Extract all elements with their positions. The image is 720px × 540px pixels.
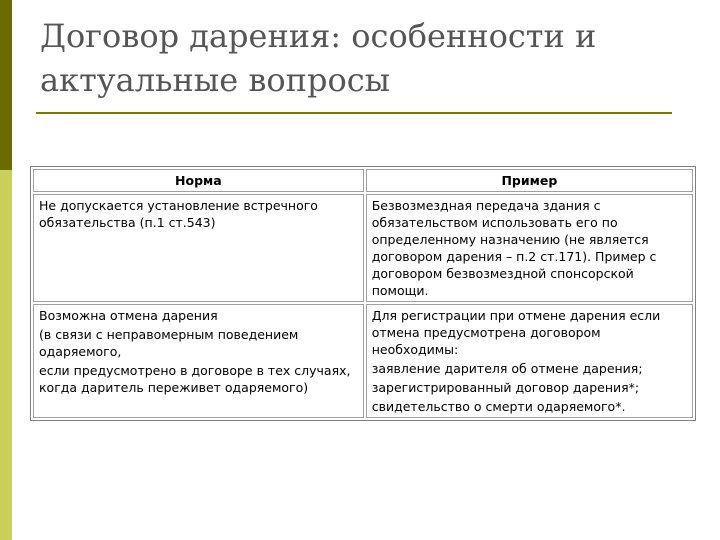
sidebar-accent-light xyxy=(0,170,12,540)
example-text: зарегистрированный договор дарения*; xyxy=(371,380,640,395)
norm-cell xyxy=(33,194,364,302)
sidebar-accent-dark xyxy=(0,0,12,170)
norm-text: Не допускается установление встречного обязательства (п.1 ст.543) xyxy=(39,198,318,230)
title-line-2: актуальные вопросы xyxy=(40,61,391,99)
example-text: свидетельство о смерти одаряемого*. xyxy=(371,399,626,414)
norm-text: если предусмотрено в договоре в тех случаях, когда даритель переживет одаряемого) xyxy=(39,363,351,395)
comparison-table xyxy=(30,166,696,421)
table-row xyxy=(33,304,693,418)
header-example: Пример xyxy=(366,169,693,192)
norm-text: (в связи с неправомерным поведением одаряемого, xyxy=(39,327,299,359)
title-line-1: Договор дарения: особенности и xyxy=(40,17,597,55)
header-norm: Норма xyxy=(33,169,364,192)
page-title xyxy=(40,14,700,102)
example-cell xyxy=(366,304,693,418)
example-text: Безвозмездная передача здания с обязательством использовать его по определенному назначению (не является договором дарения – п.2 ст.171). Пример с договором безвозмездной спонсорской помощи. xyxy=(371,198,657,298)
norm-text: Возможна отмена дарения xyxy=(39,308,218,323)
title-underline xyxy=(36,112,672,114)
table-header-row xyxy=(33,169,693,192)
table-row xyxy=(33,194,693,302)
example-text: заявление дарителя об отмене дарения; xyxy=(371,361,643,376)
example-text: Для регистрации при отмене дарения если отмена предусмотрена договором необходимы: xyxy=(371,308,661,357)
example-cell xyxy=(366,194,693,302)
norm-cell xyxy=(33,304,364,418)
